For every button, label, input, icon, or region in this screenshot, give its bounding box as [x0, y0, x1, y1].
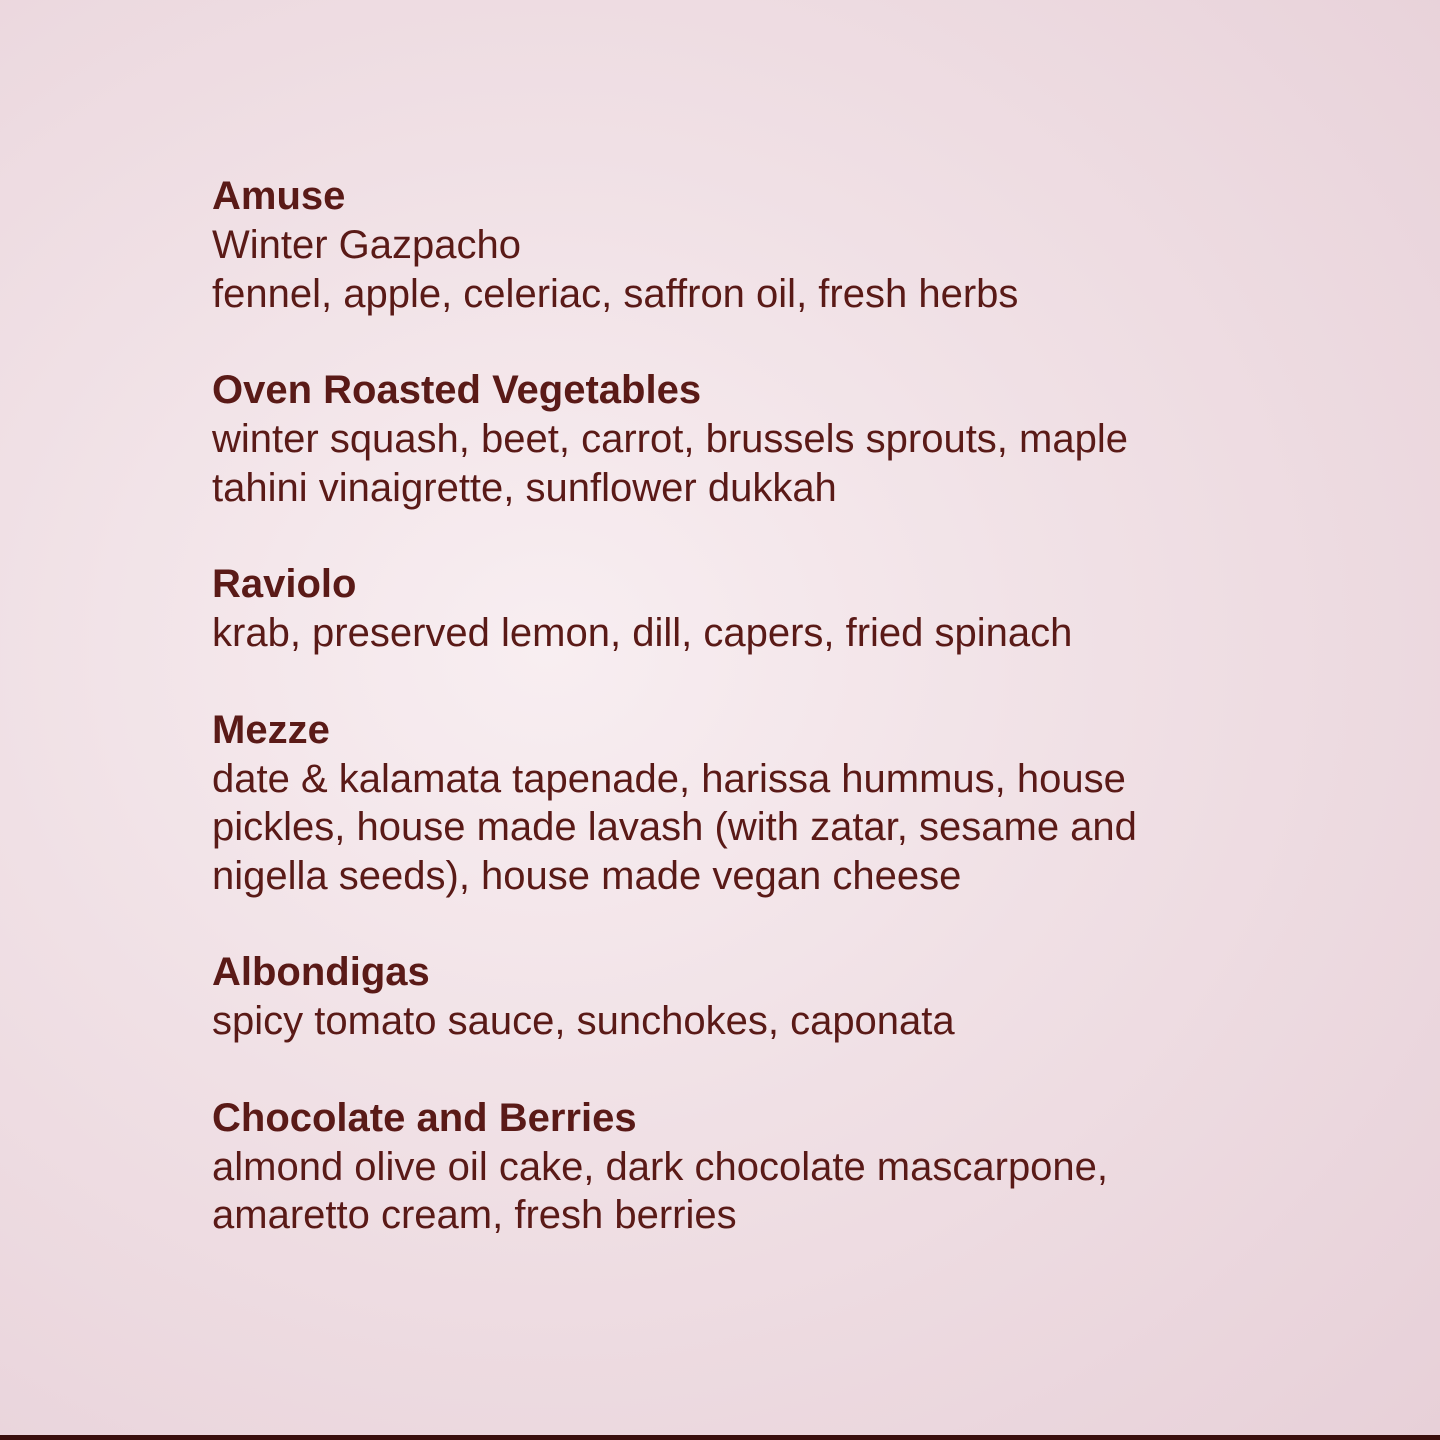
course-chocolate-and-berries: [212, 1094, 1222, 1240]
course-description: spicy tomato sauce, sunchokes, caponata: [212, 999, 955, 1043]
course-title: Albondigas: [212, 950, 430, 994]
course-title: Mezze: [212, 707, 330, 752]
tasting-menu: [212, 172, 1222, 1288]
course-raviolo: [212, 560, 1222, 658]
course-description: krab, preserved lemon, dill, capers, fried spinach: [212, 611, 1073, 655]
course-amuse: [212, 172, 1222, 318]
course-mezze: [212, 706, 1222, 901]
course-description: fennel, apple, celeriac, saffron oil, fresh herbs: [212, 271, 1019, 316]
course-title: Amuse: [212, 174, 346, 218]
course-description: amaretto cream, fresh berries: [212, 1193, 737, 1237]
bottom-divider: [0, 1435, 1440, 1440]
course-description: Winter Gazpacho: [212, 223, 522, 267]
course-title: Chocolate and Berries: [212, 1095, 637, 1140]
course-description: nigella seeds), house made vegan cheese: [212, 853, 962, 898]
course-description: winter squash, beet, carrot, brussels sprouts, maple: [212, 417, 1128, 461]
course-oven-roasted-vegetables: [212, 366, 1222, 512]
course-description: almond olive oil cake, dark chocolate mascarpone,: [212, 1144, 1109, 1189]
course-description: date & kalamata tapenade, harissa hummus, house: [212, 756, 1126, 801]
course-title: Raviolo: [212, 562, 357, 606]
course-description: tahini vinaigrette, sunflower dukkah: [212, 465, 837, 510]
course-title: Oven Roasted Vegetables: [212, 368, 702, 412]
course-description: pickles, house made lavash (with zatar, sesame and: [212, 805, 1137, 849]
course-albondigas: [212, 948, 1222, 1046]
